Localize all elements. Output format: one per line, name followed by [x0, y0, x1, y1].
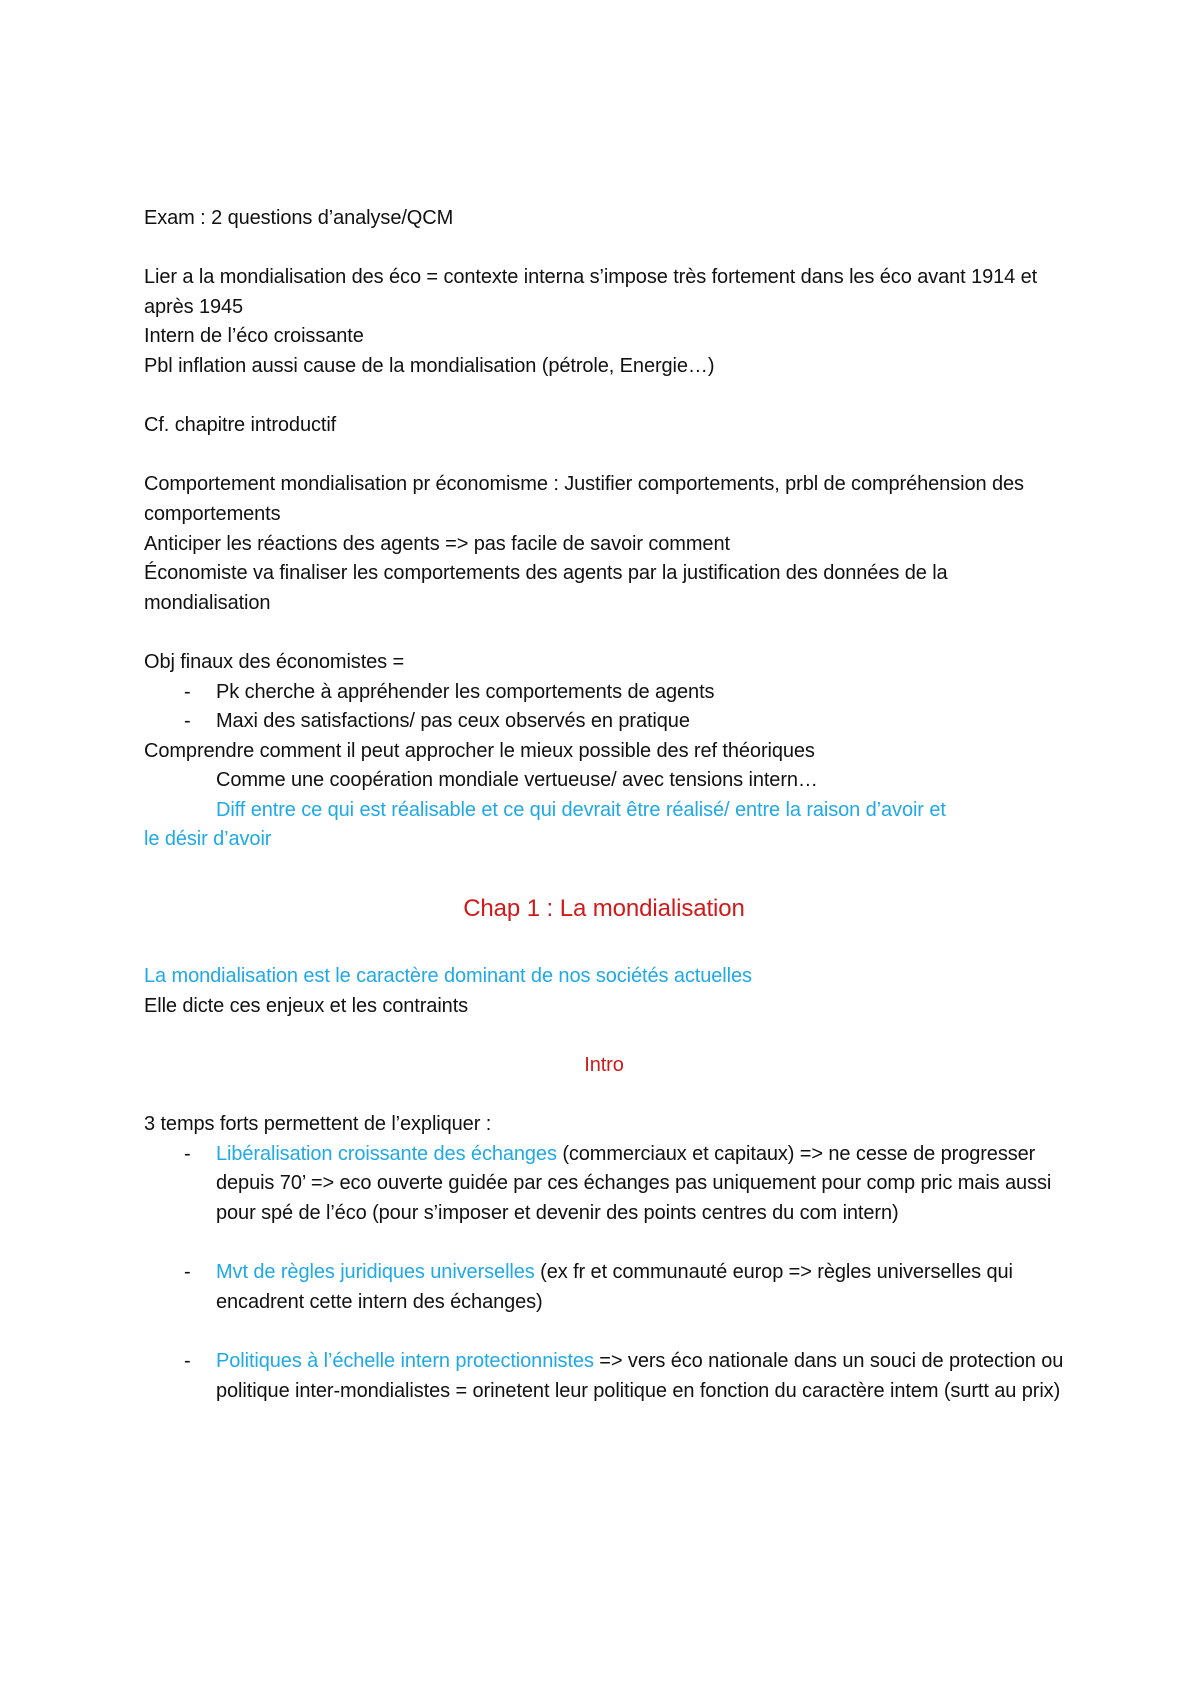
- pbl-line: Pbl inflation aussi cause de la mondialisation (pétrole, Energie…): [144, 354, 715, 377]
- diff-line: Diff entre ce qui est réalisable et ce qui devrait être réalisé/ entre la raison d’avoir et: [216, 798, 946, 821]
- spacer: [144, 1021, 1064, 1051]
- intern-line: Intern de l’éco croissante: [144, 325, 364, 348]
- spacer: [144, 618, 1064, 648]
- spacer: [144, 382, 1064, 412]
- comme-line: Comme une coopération mondiale vertueuse/ avec tensions intern…: [216, 769, 818, 792]
- spacer: [144, 933, 1064, 963]
- anticiper-line: Anticiper les réactions des agents => pas facile de savoir comment: [144, 532, 730, 555]
- list-item: [144, 1140, 1064, 1229]
- comprendre-line: Comprendre comment il peut approcher le mieux possible des ref théoriques: [144, 739, 815, 762]
- intro-title: Intro: [584, 1054, 624, 1077]
- bullet-dash: -: [184, 1142, 191, 1165]
- spacer: [144, 1081, 1064, 1111]
- bullet-dash: -: [184, 1349, 191, 1372]
- list-item-text: Maxi des satisfactions/ pas ceux observés en pratique: [216, 710, 690, 733]
- spacer: [144, 1317, 1064, 1347]
- spacer: [144, 855, 1064, 885]
- list-item: [144, 1258, 1064, 1317]
- diff-line-continued: le désir d’avoir: [144, 828, 272, 851]
- list-item-lead: Mvt de règles juridiques universelles: [216, 1261, 535, 1284]
- bullet-dash: -: [184, 1261, 191, 1284]
- list-item-text: (commerciaux et capitaux) => ne cesse de progresser depuis 70’ => eco ouverte guidée par ces échanges pas uniquement pour comp pric mais aussi pour spé de l’éco (pour s’imposer et devenir des points centres du com intern): [216, 1142, 1052, 1224]
- list-item: [144, 678, 1064, 708]
- list-item: [144, 1347, 1064, 1406]
- dominant-line: La mondialisation est le caractère dominant de nos sociétés actuelles: [144, 965, 752, 988]
- document-body: [144, 204, 1064, 1406]
- list-item-text: Pk cherche à appréhender les comportements de agents: [216, 680, 715, 703]
- list-item-lead: Politiques à l’échelle intern protectionnistes: [216, 1349, 594, 1372]
- spacer: [144, 234, 1064, 264]
- economiste-line: Économiste va finaliser les comportements des agents par la justification des données de la mondialisation: [144, 562, 948, 614]
- exam-line: Exam : 2 questions d’analyse/QCM: [144, 207, 454, 229]
- list-item-text: (ex fr et communauté europ => règles universelles qui encadrent cette intern des échanges): [216, 1261, 1013, 1313]
- obj-line: Obj finaux des économistes =: [144, 650, 405, 673]
- cf-line: Cf. chapitre introductif: [144, 414, 337, 437]
- list-item-lead: Libéralisation croissante des échanges: [216, 1142, 557, 1165]
- chapter-title: Chap 1 : La mondialisation: [463, 894, 745, 922]
- bullet-dash: -: [184, 680, 191, 703]
- spacer: [144, 1229, 1064, 1259]
- list-item: [144, 707, 1064, 737]
- list-item-text: => vers éco nationale dans un souci de protection ou politique inter-mondialistes = orinetent leur politique en fonction du caractère intem (surtt au prix): [216, 1349, 1064, 1402]
- bullet-dash: -: [184, 710, 191, 733]
- lier-line: Lier a la mondialisation des éco = contexte interna s’impose très fortement dans les éco avant 1914 et après 1945: [144, 266, 1038, 318]
- spacer: [144, 441, 1064, 471]
- dicte-line: Elle dicte ces enjeux et les contraints: [144, 994, 469, 1017]
- comportement-line: Comportement mondialisation pr économisme : Justifier comportements, prbl de compréhension des comportements: [144, 473, 1024, 525]
- trois-temps-line: 3 temps forts permettent de l’expliquer :: [144, 1113, 492, 1136]
